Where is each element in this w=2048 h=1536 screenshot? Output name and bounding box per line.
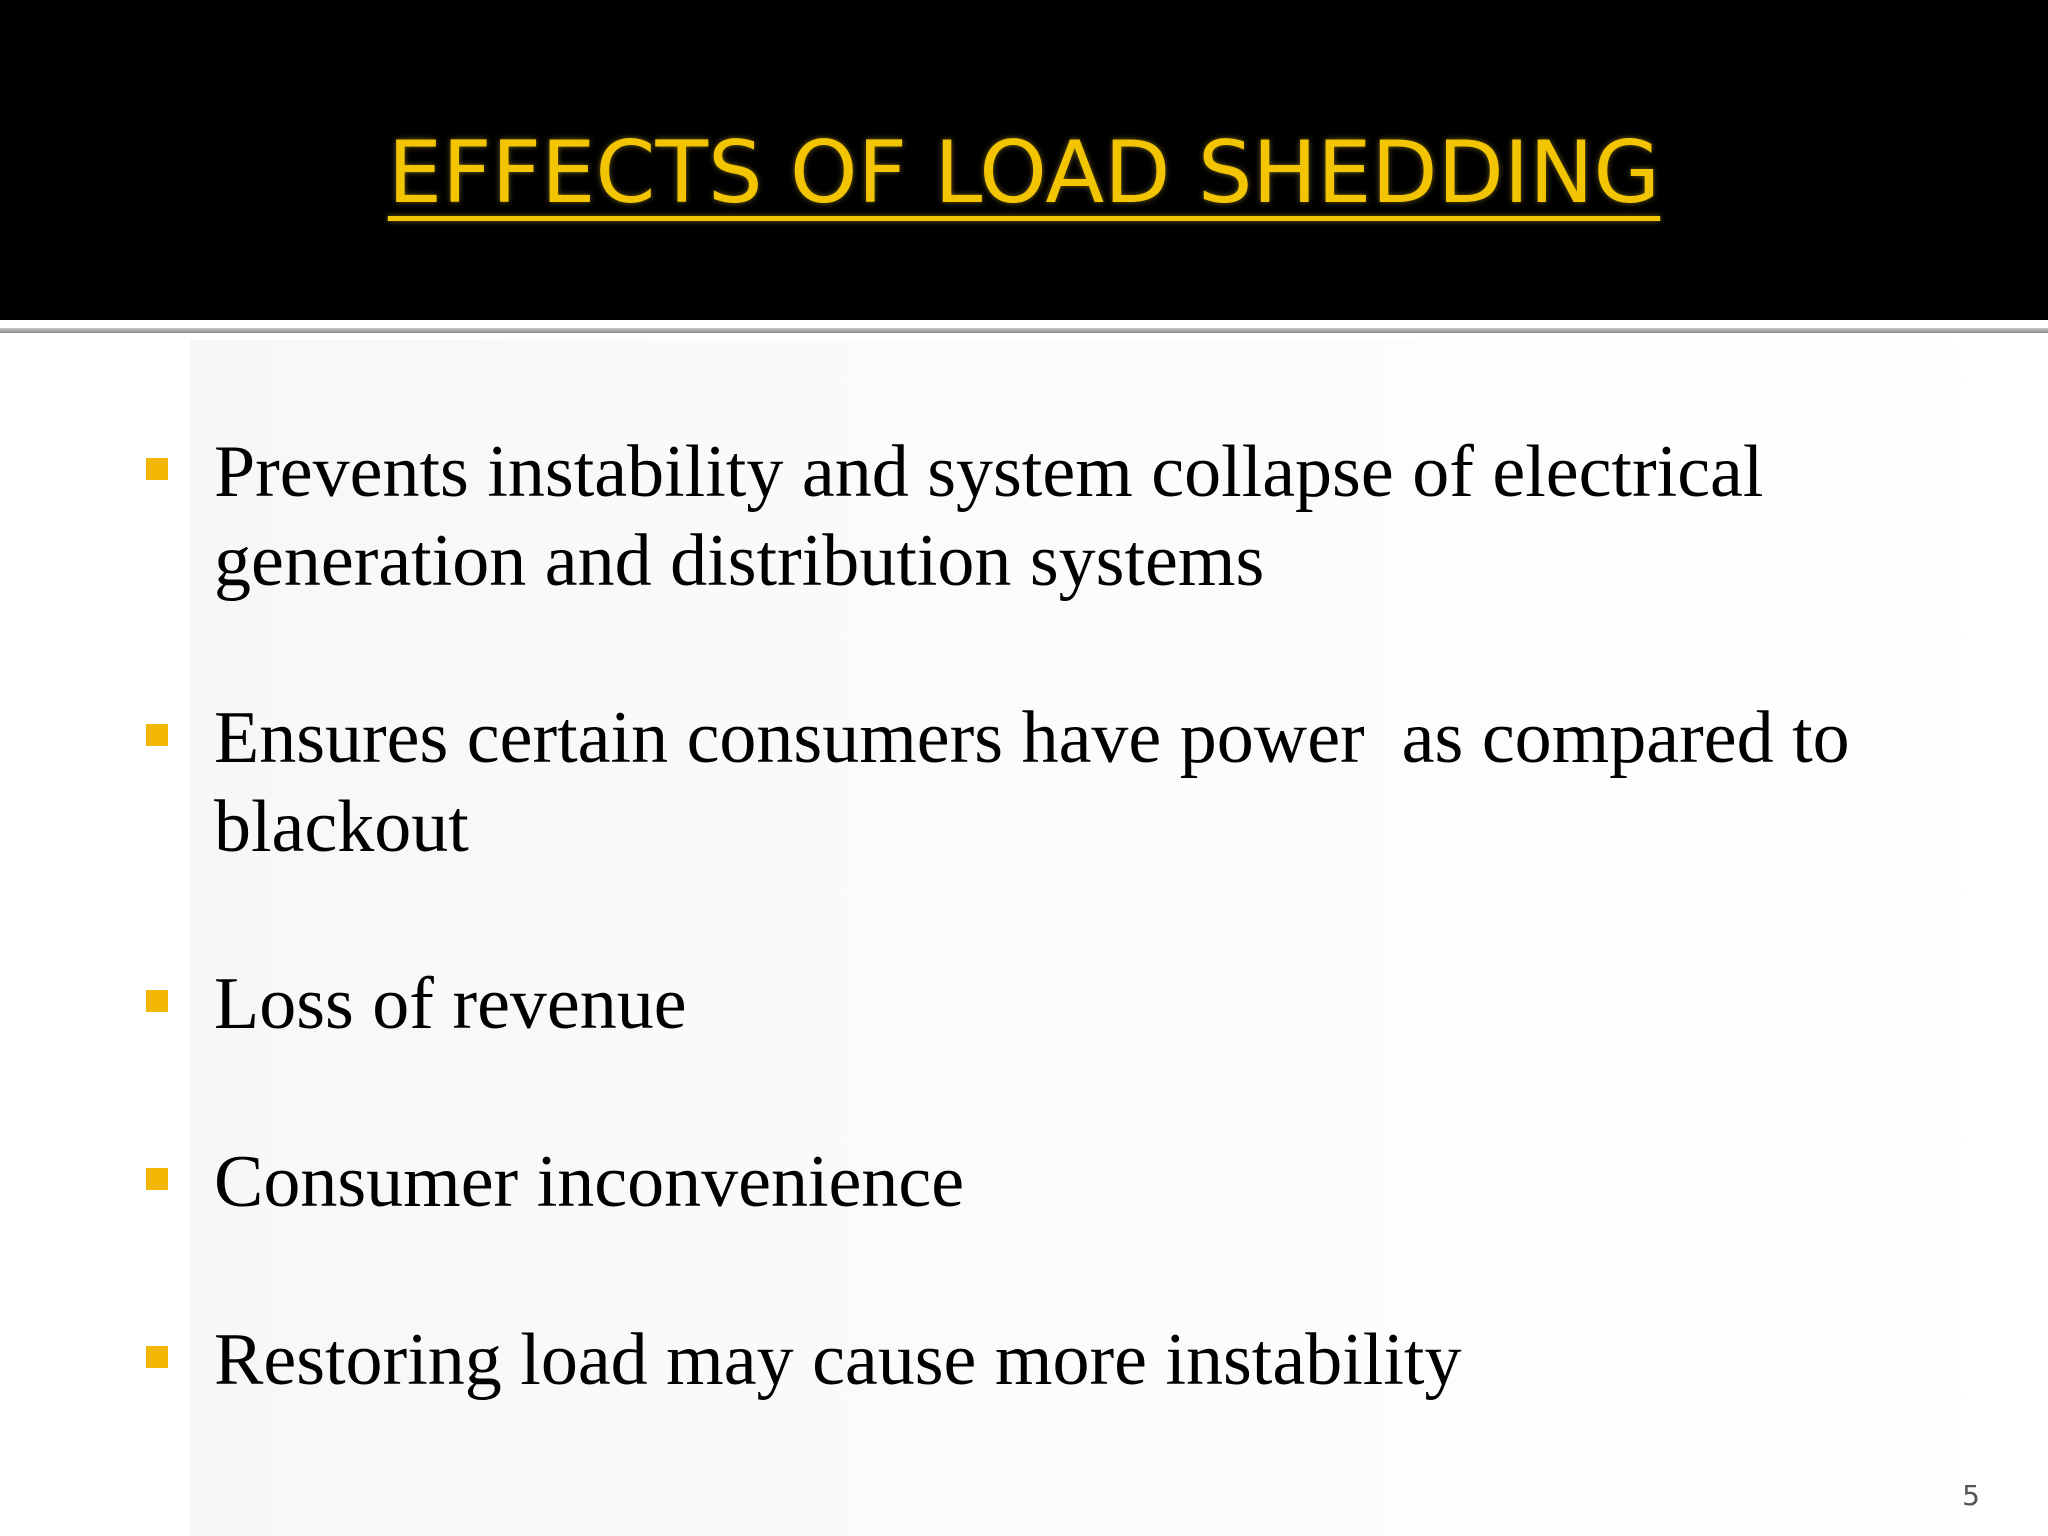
square-bullet-icon [146, 990, 168, 1012]
bullet-text: Loss of revenue [214, 963, 687, 1045]
bullet-text: Prevents instability and system collapse of electrical generation and distribution systems [214, 431, 1764, 602]
slide-title-text: EFFECTS OF LOAD SHEDDING [387, 123, 1661, 223]
bullet-text: Ensures certain consumers have power as compared to blackout [214, 697, 1850, 868]
square-bullet-icon [146, 1346, 168, 1368]
bullet-text: Consumer inconvenience [214, 1141, 965, 1223]
square-bullet-icon [146, 724, 168, 746]
bullet-text: Restoring load may cause more instability [214, 1319, 1462, 1401]
page-number: 5 [1962, 1479, 1980, 1512]
square-bullet-icon [146, 458, 168, 480]
square-bullet-icon [146, 1168, 168, 1190]
